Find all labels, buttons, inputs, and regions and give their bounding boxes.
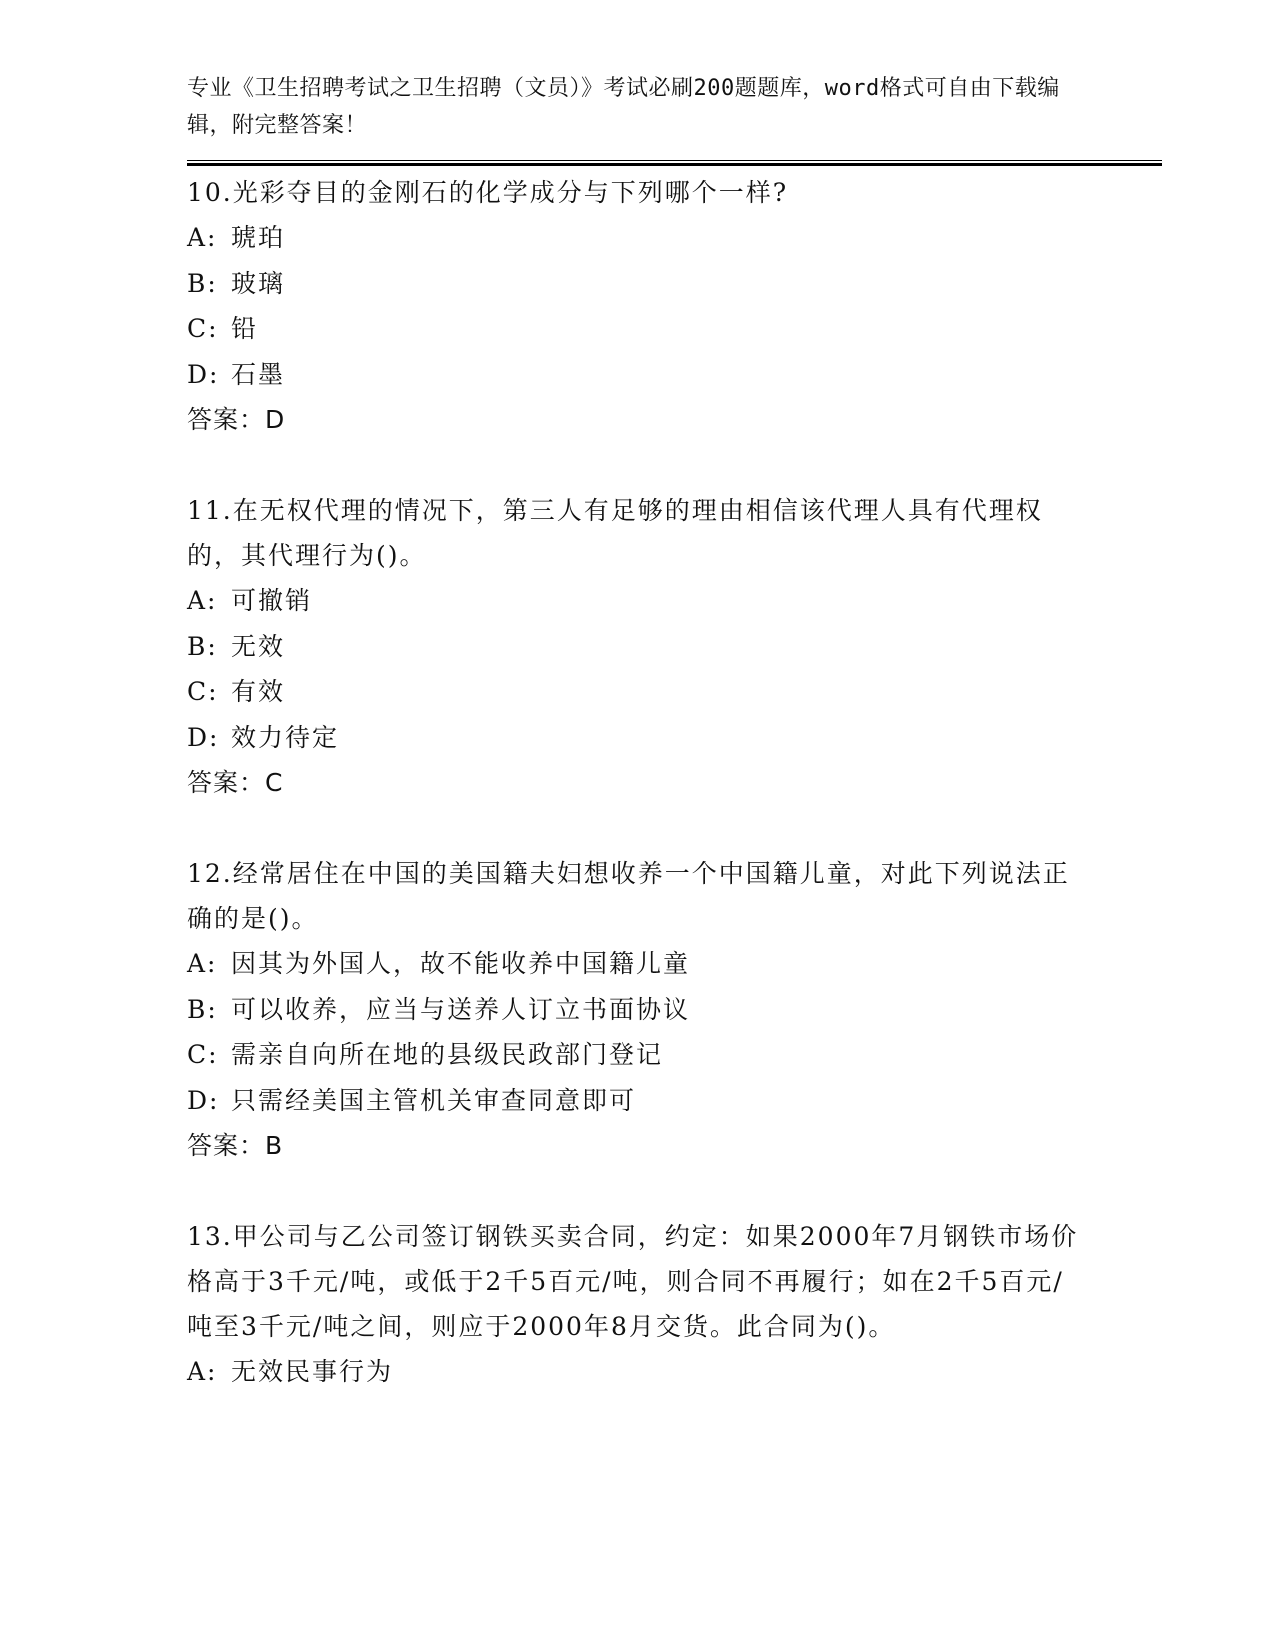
- option-letter: A:: [187, 586, 218, 615]
- option-text: 琥珀: [231, 223, 286, 252]
- option-letter: D:: [187, 1085, 220, 1115]
- option-letter: A:: [187, 949, 218, 978]
- option-text: 石墨: [231, 359, 286, 389]
- option-letter: C:: [187, 677, 219, 706]
- option-letter: C:: [187, 1040, 219, 1069]
- question-13: [187, 1214, 1162, 1395]
- document-header: 专业《卫生招聘考试之卫生招聘（文员）》考试必刷200题题库，word格式可自由下载编辑，附完整答案！: [187, 76, 1060, 138]
- question-list: [187, 170, 1162, 1395]
- option-letter: A:: [187, 1357, 218, 1386]
- option-letter: D:: [187, 722, 220, 752]
- answer-line: 答案：D: [187, 405, 286, 434]
- option-b: [187, 987, 1162, 1033]
- option-c: [187, 306, 1162, 352]
- option-d: [187, 715, 1162, 761]
- option-text: 铅: [231, 314, 259, 343]
- document-page: [187, 70, 1162, 1395]
- question-spacer: [187, 806, 1162, 851]
- question-10: [187, 170, 1162, 443]
- option-d: [187, 352, 1162, 398]
- answer-line: 答案：B: [187, 1131, 284, 1160]
- question-spacer: [187, 1169, 1162, 1214]
- header-divider: [187, 160, 1162, 166]
- option-letter: A:: [187, 223, 218, 252]
- option-letter: C:: [187, 314, 219, 343]
- option-a: [187, 941, 1162, 987]
- option-text: 因其为外国人，故不能收养中国籍儿童: [231, 949, 691, 978]
- answer-line: 答案：C: [187, 768, 284, 797]
- option-a: [187, 215, 1162, 261]
- option-letter: B:: [187, 994, 218, 1024]
- option-a: [187, 1349, 1162, 1395]
- option-text: 有效: [231, 677, 286, 706]
- question-stem: 10.光彩夺目的金刚石的化学成分与下列哪个一样?: [187, 178, 789, 207]
- question-12: [187, 851, 1162, 1169]
- option-text: 可撤销: [231, 586, 313, 615]
- question-spacer: [187, 443, 1162, 488]
- question-11: [187, 488, 1162, 806]
- option-b: [187, 261, 1162, 307]
- option-text: 可以收养，应当与送养人订立书面协议: [231, 994, 691, 1024]
- option-text: 效力待定: [231, 722, 340, 752]
- option-a: [187, 578, 1162, 624]
- option-b: [187, 624, 1162, 670]
- question-stem: 12.经常居住在中国的美国籍夫妇想收养一个中国籍儿童，对此下列说法正确的是()。: [187, 859, 1070, 933]
- option-c: [187, 669, 1162, 715]
- option-text: 需亲自向所在地的县级民政部门登记: [231, 1040, 664, 1069]
- option-text: 无效民事行为: [231, 1357, 394, 1386]
- option-letter: B:: [187, 268, 218, 298]
- option-text: 玻璃: [231, 268, 286, 298]
- option-c: [187, 1032, 1162, 1078]
- option-letter: D:: [187, 359, 220, 389]
- option-d: [187, 1078, 1162, 1124]
- option-text: 无效: [231, 631, 286, 661]
- option-letter: B:: [187, 631, 218, 661]
- option-text: 只需经美国主管机关审查同意即可: [231, 1085, 637, 1115]
- question-stem: 13.甲公司与乙公司签订钢铁买卖合同，约定：如果2000年7月钢铁市场价格高于3千元/吨，或低于2千5百元/吨，则合同不再履行；如在2千5百元/吨至3千元/吨之间，则应于2000年8月交货。此合同为()。: [187, 1222, 1079, 1341]
- question-stem: 11.在无权代理的情况下，第三人有足够的理由相信该代理人具有代理权的，其代理行为()。: [187, 496, 1043, 570]
